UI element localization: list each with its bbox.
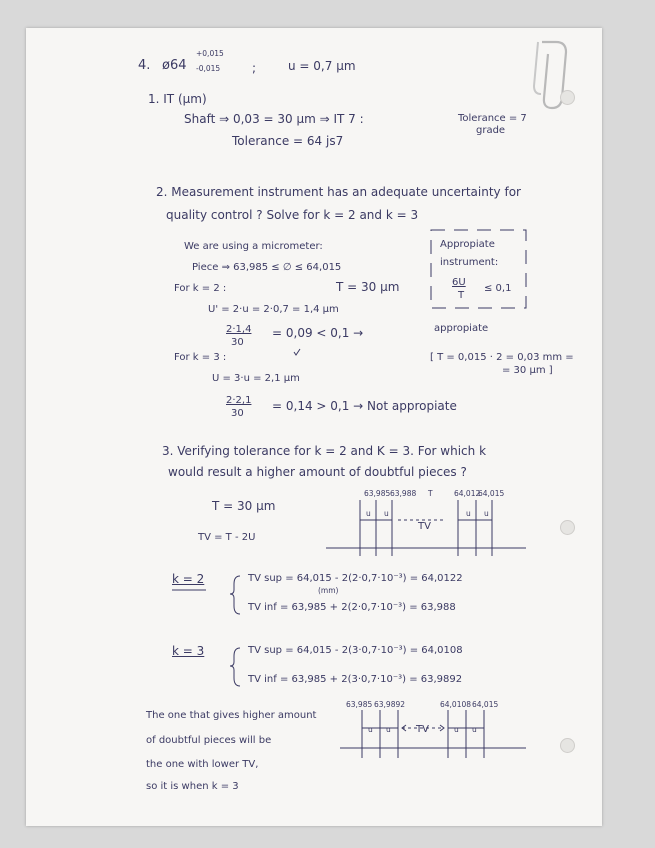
T-calculation: [ T = 0,015 · 2 = 0,03 mm = — [430, 352, 574, 363]
U-k2: U' = 2·u = 2·0,7 = 1,4 μm — [208, 304, 339, 315]
tv-label: TV — [418, 521, 431, 532]
part3-T-value: T = 30 μm — [212, 499, 276, 513]
part1-title: 1. IT (μm) — [148, 92, 207, 106]
tolerance-grade-label-2: grade — [476, 125, 506, 136]
problem-number: 4. — [138, 58, 151, 73]
u-label: u — [384, 509, 389, 518]
frac-k3-num: 2·2,1 — [226, 395, 252, 406]
conclusion-line: The one that gives higher amount — [146, 710, 317, 721]
diagram1-label: 63,988 — [390, 489, 417, 498]
k3-label: k = 3 — [172, 644, 205, 658]
T-calculation-2: = 30 μm ] — [502, 365, 553, 376]
conclusion-line: the one with lower TV, — [146, 759, 259, 770]
k3-tv-sup: TV sup = 64,015 - 2(3·0,7·10⁻³) = 64,0108 — [248, 645, 463, 656]
instrument-line: We are using a micrometer: — [184, 241, 323, 252]
part2-question-2: quality control ? Solve for k = 2 and k = 3 — [166, 208, 419, 222]
u-label: u — [386, 725, 391, 734]
box-title: Appropiate — [440, 239, 495, 250]
diagram1-label: 64,012 — [454, 489, 481, 498]
k2-tv-inf: TV inf = 63,985 + 2(2·0,7·10⁻³) = 63,988 — [248, 602, 456, 613]
TV-formula: TV = T - 2U — [198, 532, 256, 543]
tolerance-line: Tolerance = 64 js7 — [232, 134, 344, 148]
hand-drawings — [26, 28, 602, 826]
part2-question: 2. Measurement instrument has an adequate uncertainty for — [156, 185, 521, 199]
diagram1-label: 63,985 — [364, 489, 391, 498]
diagram2-label: 63,9892 — [374, 700, 406, 709]
diameter: ø64 — [162, 58, 187, 73]
lower-deviation: -0,015 — [196, 64, 221, 73]
box-fraction-den: T — [458, 290, 465, 301]
for-k3: For k = 3 : — [174, 352, 227, 363]
conclusion-line: of doubtful pieces will be — [146, 735, 272, 746]
k2-label: k = 2 — [172, 572, 205, 586]
frac-k2-num: 2·1,4 — [226, 324, 252, 335]
conclusion-line: so it is when k = 3 — [146, 781, 239, 792]
box-subtitle: instrument: — [440, 257, 499, 268]
u-label: u — [466, 509, 471, 518]
k2-unit: (mm) — [318, 586, 339, 595]
u-label: u — [368, 725, 373, 734]
part3-question: 3. Verifying tolerance for k = 2 and K = 3. For which k — [162, 444, 487, 458]
diagram1-label: 64,015 — [478, 489, 505, 498]
frac-k3-result: = 0,14 > 0,1 → Not appropiate — [272, 399, 457, 413]
u-label: u — [472, 725, 477, 734]
appropiate-label: appropiate — [434, 323, 489, 334]
tolerance-grade-label: Tolerance = 7 — [458, 113, 527, 124]
T-value: T = 30 μm — [336, 280, 400, 294]
tv-label: TV — [416, 724, 429, 735]
U-k3: U = 3·u = 2,1 μm — [212, 373, 300, 384]
k3-tv-inf: TV inf = 63,985 + 2(3·0,7·10⁻³) = 63,9892 — [248, 674, 463, 685]
diagram2-label: 63,985 — [346, 700, 373, 709]
u-label: u — [454, 725, 459, 734]
frac-k3-den: 30 — [231, 408, 244, 419]
notebook-page — [26, 28, 602, 826]
u-label: u — [366, 509, 371, 518]
box-fraction-num: 6U — [452, 277, 466, 288]
uncertainty-value: u = 0,7 μm — [288, 59, 356, 73]
diagram2-label: 64,0108 — [440, 700, 472, 709]
diagram2-label: 64,015 — [472, 700, 499, 709]
separator: ; — [252, 61, 257, 75]
diagram1-label: T — [428, 489, 433, 498]
k2-tv-sup: TV sup = 64,015 - 2(2·0,7·10⁻³) = 64,0122 — [248, 573, 463, 584]
part3-question-2: would result a higher amount of doubtful pieces ? — [168, 465, 467, 479]
box-compare: ≤ 0,1 — [484, 283, 512, 294]
for-k2: For k = 2 : — [174, 283, 227, 294]
shaft-line: Shaft ⇒ 0,03 = 30 μm ⇒ IT 7 : — [184, 112, 364, 126]
u-label: u — [484, 509, 489, 518]
frac-k2-result: = 0,09 < 0,1 → — [272, 326, 364, 340]
frac-k2-den: 30 — [231, 337, 244, 348]
piece-line: Piece ⇒ 63,985 ≤ ∅ ≤ 64,015 — [192, 262, 342, 273]
upper-deviation: +0,015 — [196, 49, 224, 58]
